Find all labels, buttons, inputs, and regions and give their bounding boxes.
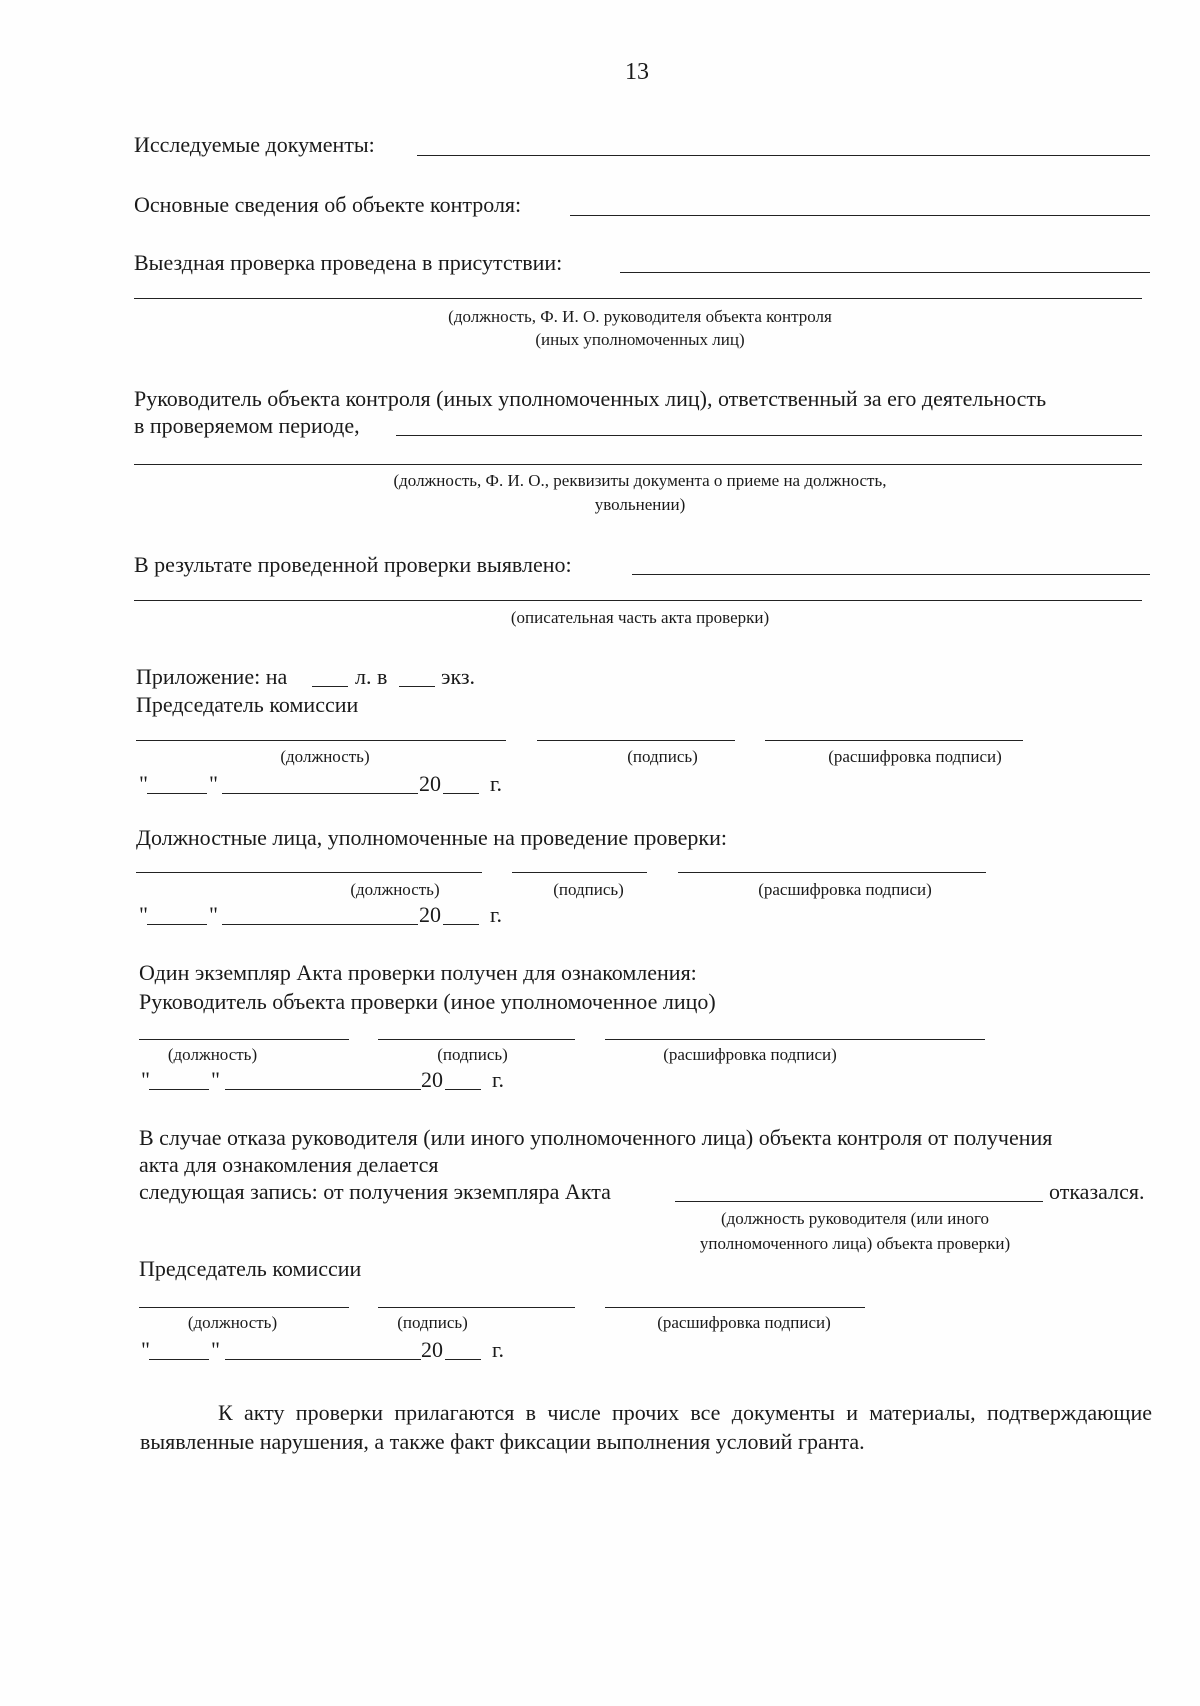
date-year-line (445, 1359, 481, 1360)
copy-label-2: Руководитель объекта проверки (иное уполномоченное лицо) (139, 989, 716, 1014)
head-label-2: в проверяемом периоде, (134, 413, 360, 438)
officials-position-line (136, 872, 482, 873)
documents-label: Исследуемые документы: (134, 132, 375, 157)
basic-info-label: Основные сведения об объекте контроля: (134, 192, 522, 217)
date-close-quote: " (209, 902, 218, 927)
date-day-line (147, 924, 207, 925)
head-label-1: Руководитель объекта контроля (иных уполномоченных лиц), ответственный за его деятельность (134, 386, 1047, 411)
date-month-line (222, 924, 418, 925)
appendix-text-2: л. в (355, 664, 388, 689)
chairman-2-label: Председатель комиссии (139, 1256, 362, 1281)
signature-caption: (подпись) (437, 1045, 508, 1064)
date-year-prefix: 20 (421, 1337, 443, 1362)
date-month-line (225, 1359, 421, 1360)
chairman-2-signature-line (378, 1307, 575, 1308)
presence-hint-1: (должность, Ф. И. О. руководителя объекта контроля (448, 307, 832, 326)
date-open-quote: " (139, 771, 148, 796)
documents-fill-line (417, 155, 1150, 156)
basic-info-fill-line (570, 215, 1150, 216)
refusal-label-3: следующая запись: от получения экземпляра Акта (139, 1179, 611, 1204)
refusal-hint-1: (должность руководителя (или иного (720, 1209, 989, 1228)
date-open-quote: " (139, 902, 148, 927)
head-hint-1: (должность, Ф. И. О., реквизиты документа о приеме на должность, (393, 471, 887, 490)
result-hint: (описательная часть акта проверки) (510, 608, 770, 627)
date-open-quote: " (141, 1337, 150, 1362)
refusal-label-2: акта для ознакомления делается (139, 1152, 439, 1177)
presence-fill-line-2 (134, 298, 1142, 299)
date-year-suffix: г. (490, 771, 503, 796)
date-year-prefix: 20 (421, 1067, 443, 1092)
position-caption: (должность) (167, 1045, 258, 1064)
closing-paragraph: К акту проверки прилагаются в числе прочих все документы и материалы, подтверждающие выявленные нарушения, а также факт фиксации выполнения условий гранта. (140, 1400, 1152, 1454)
date-day-line (149, 1359, 209, 1360)
signature-caption: (подпись) (397, 1313, 468, 1332)
position-caption: (должность) (350, 880, 440, 899)
date-year-prefix: 20 (419, 771, 441, 796)
head-fill-line-2 (134, 464, 1142, 465)
chairman-label: Председатель комиссии (136, 692, 359, 717)
date-year-prefix: 20 (419, 902, 441, 927)
signature-caption: (подпись) (553, 880, 624, 899)
date-year-line (443, 924, 479, 925)
presence-hint-2: (иных уполномоченных лиц) (535, 330, 745, 349)
position-caption: (должность) (187, 1313, 278, 1332)
date-open-quote: " (141, 1067, 150, 1092)
appendix-sheets-line (312, 686, 348, 687)
date-year-suffix: г. (490, 902, 503, 927)
officials-signature-line (512, 872, 647, 873)
copy-position-line (139, 1039, 349, 1040)
date-month-line (222, 793, 418, 794)
decoding-caption: (расшифровка подписи) (758, 880, 932, 899)
head-fill-line (396, 435, 1142, 436)
date-day-line (147, 793, 207, 794)
copy-label-1: Один экземпляр Акта проверки получен для ознакомления: (139, 960, 697, 985)
officials-label: Должностные лица, уполномоченные на проведение проверки: (136, 825, 727, 850)
chairman-2-position-line (139, 1307, 349, 1308)
head-hint-2: увольнении) (594, 495, 686, 514)
date-year-line (443, 793, 479, 794)
appendix-text-1: Приложение: на (136, 664, 288, 689)
result-fill-line-2 (134, 600, 1142, 601)
decoding-caption: (расшифровка подписи) (657, 1313, 831, 1332)
chairman-signature-line (537, 740, 735, 741)
position-caption: (должность) (280, 747, 370, 766)
appendix-copies-line (399, 686, 435, 687)
chairman-2-decoding-line (605, 1307, 865, 1308)
decoding-caption: (расшифровка подписи) (663, 1045, 837, 1064)
refusal-end: отказался. (1049, 1179, 1145, 1204)
chairman-position-line (136, 740, 506, 741)
date-day-line (149, 1089, 209, 1090)
decoding-caption: (расшифровка подписи) (828, 747, 1002, 766)
date-year-suffix: г. (492, 1067, 505, 1092)
copy-signature-line (378, 1039, 575, 1040)
date-month-line (225, 1089, 421, 1090)
refusal-fill-line (675, 1201, 1043, 1202)
date-close-quote: " (211, 1337, 220, 1362)
signature-caption: (подпись) (627, 747, 698, 766)
result-fill-line (632, 574, 1150, 575)
refusal-label-1: В случае отказа руководителя (или иного уполномоченного лица) объекта контроля от получения (139, 1125, 1053, 1150)
appendix-text-3: экз. (441, 664, 476, 689)
date-year-suffix: г. (492, 1337, 505, 1362)
officials-decoding-line (678, 872, 986, 873)
result-label: В результате проведенной проверки выявлено: (134, 552, 572, 577)
copy-decoding-line (605, 1039, 985, 1040)
date-close-quote: " (209, 771, 218, 796)
presence-fill-line (620, 272, 1150, 273)
date-close-quote: " (211, 1067, 220, 1092)
presence-label: Выездная проверка проведена в присутствии: (134, 250, 563, 275)
date-year-line (445, 1089, 481, 1090)
refusal-hint-2: уполномоченного лица) объекта проверки) (699, 1234, 1011, 1253)
page-number: 13 (625, 59, 649, 85)
chairman-decoding-line (765, 740, 1023, 741)
